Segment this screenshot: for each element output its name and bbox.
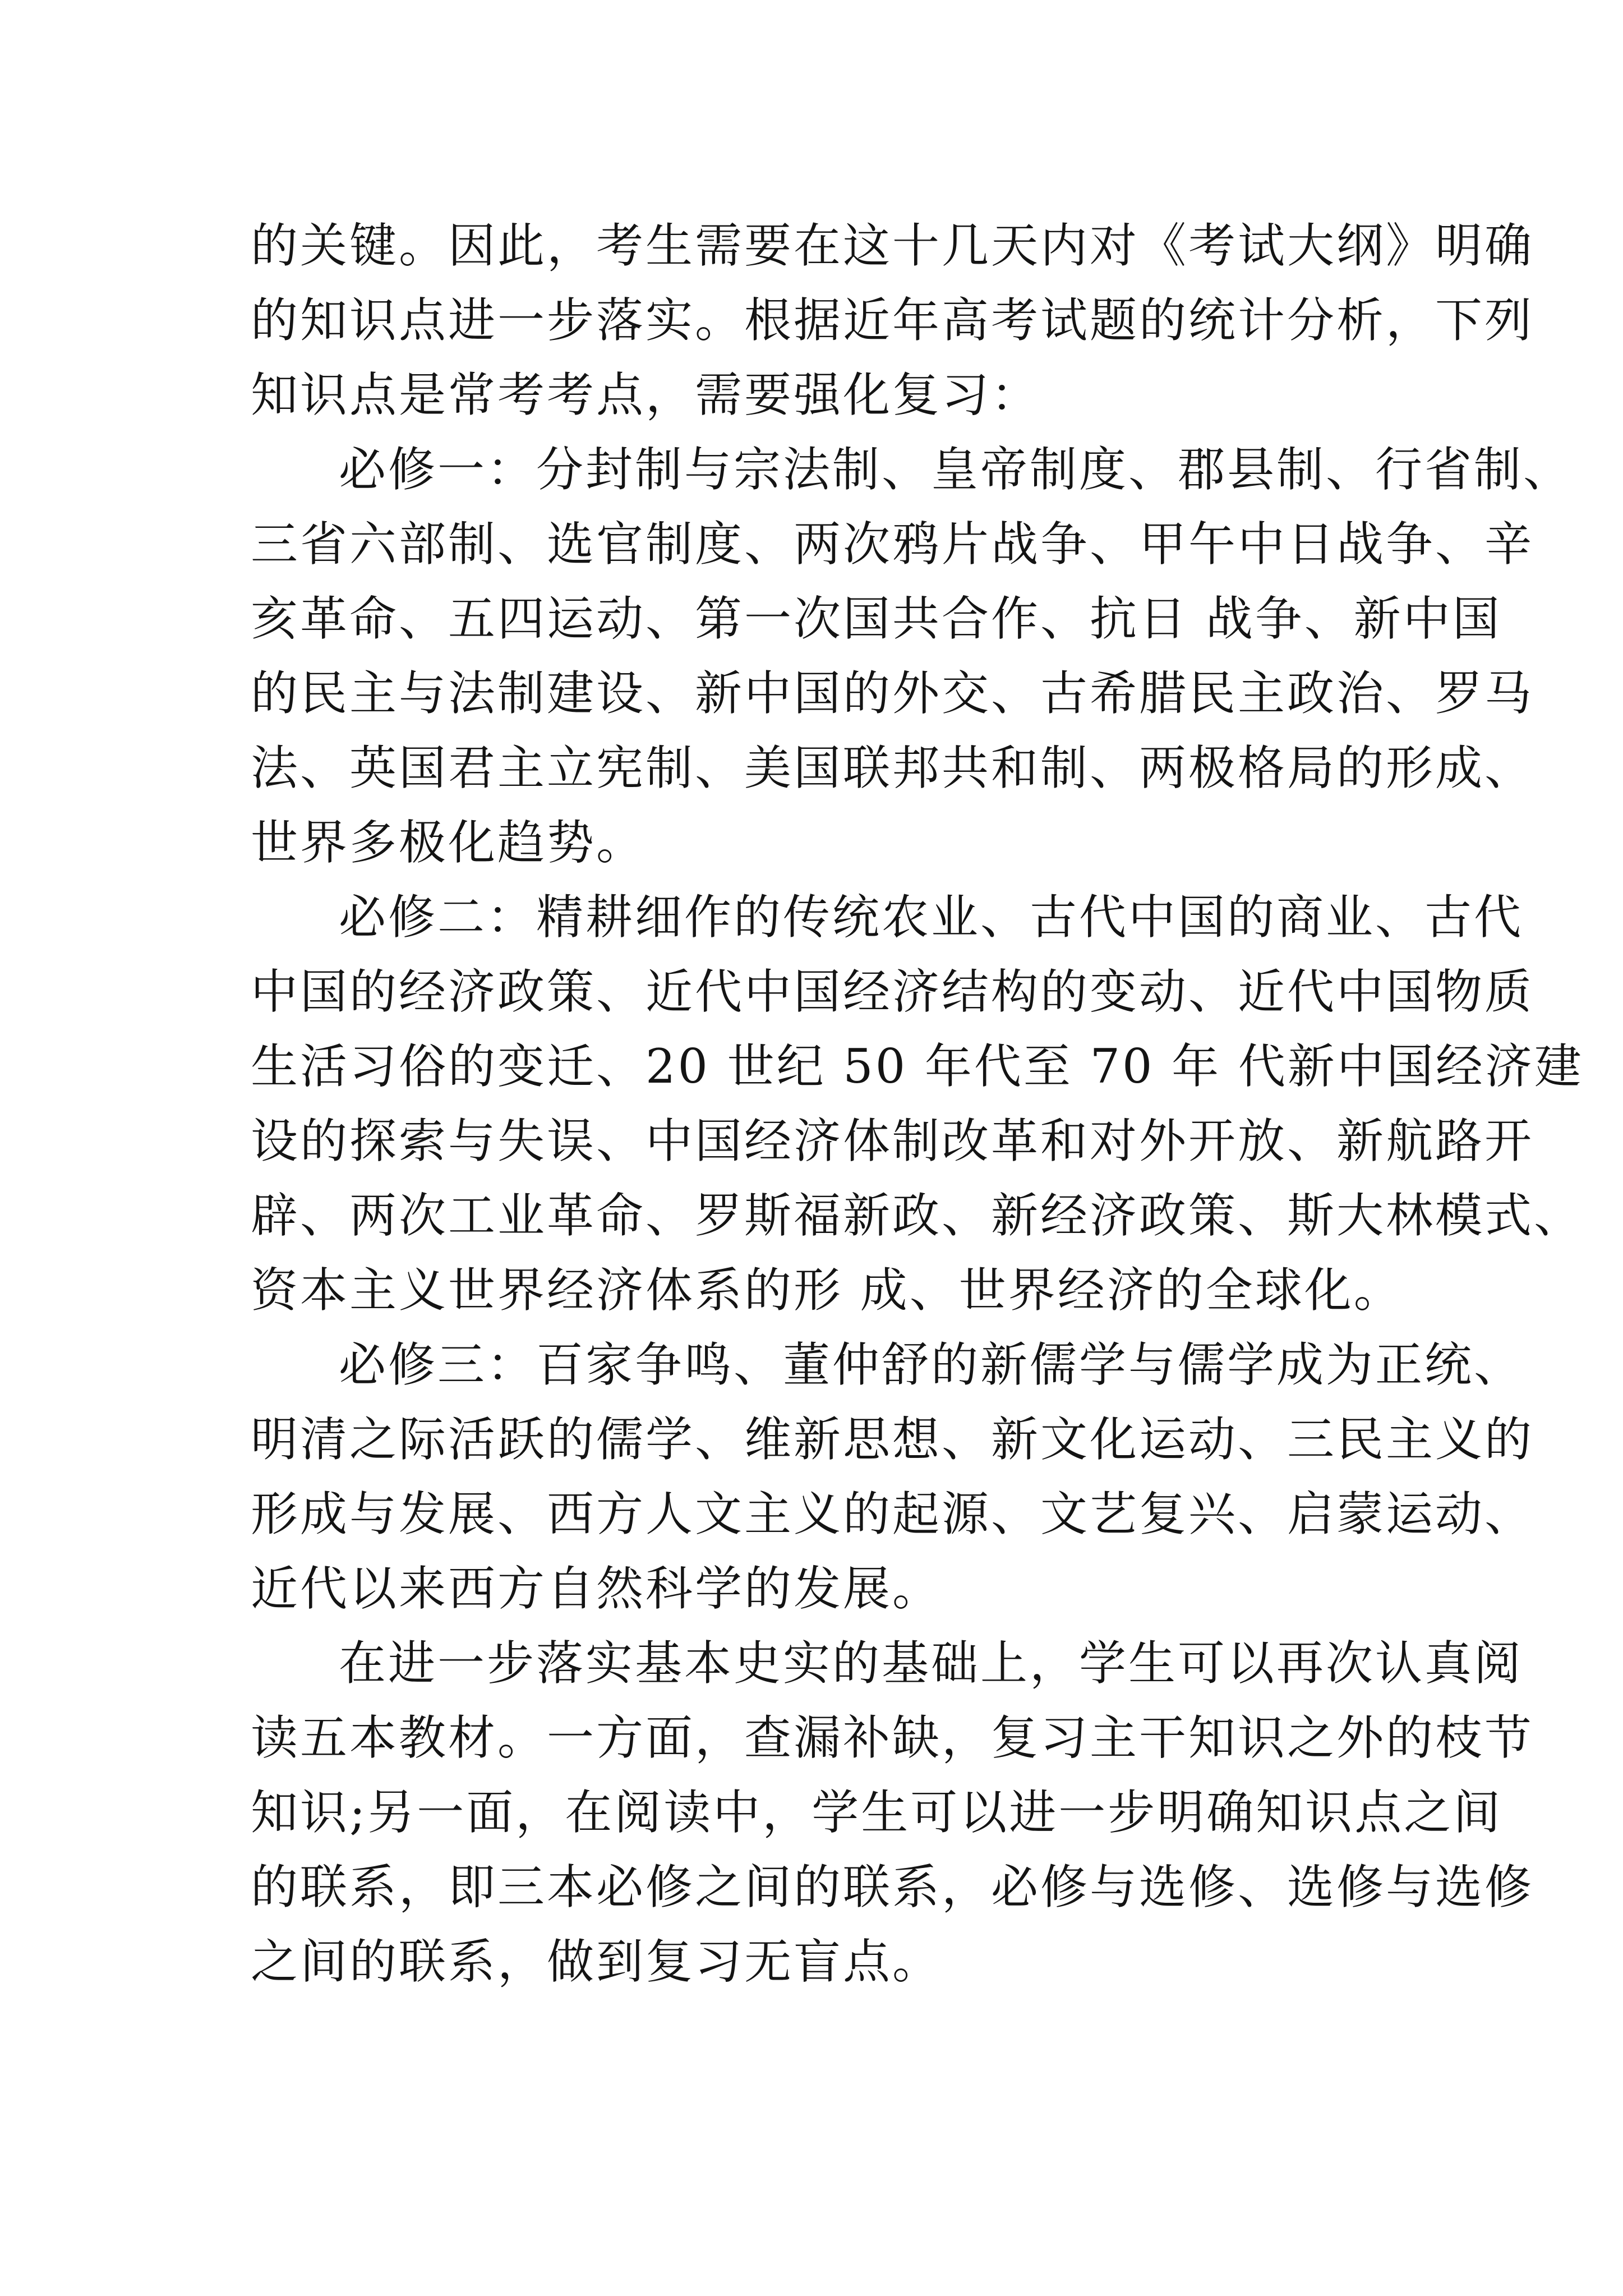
text-line: 知识;另一面，在阅读中，学生可以进一步明确知识点之间 (251, 1785, 1503, 1840)
text-line: 知识点是常考考点，需要强化复习： (251, 367, 1041, 422)
text-line: 资本主义世界经济体系的形 成、世界经济的全球化。 (251, 1263, 1403, 1318)
text-line: 的民主与法制建设、新中国的外交、古希腊民主政治、罗马 (251, 666, 1534, 721)
text-line: 近代以来西方自然科学的发展。 (251, 1561, 942, 1616)
text-line: 法、英国君主立宪制、美国联邦共和制、两极格局的形成、 (251, 740, 1534, 795)
text-line: 必修二：精耕细作的传统农业、古代中国的商业、古代 (339, 890, 1524, 945)
text-line: 必修一：分封制与宗法制、皇帝制度、郡县制、行省制、 (339, 442, 1573, 497)
text-line: 世界多极化趋势。 (251, 815, 646, 870)
text-line: 之间的联系，做到复习无盲点。 (251, 1934, 942, 1989)
text-line: 中国的经济政策、近代中国经济结构的变动、近代中国物质 (251, 964, 1534, 1019)
text-line: 的关键。因此，考生需要在这十几天内对《考试大纲》明确 (251, 218, 1534, 273)
paragraph-compulsory-3 (251, 1328, 1534, 1626)
text-line: 明清之际活跃的儒学、维新思想、新文化运动、三民主义的 (251, 1412, 1534, 1467)
text-line: 在进一步落实基本史实的基础上，学生可以再次认真阅 (339, 1636, 1524, 1691)
paragraph-compulsory-1 (251, 432, 1573, 880)
text-line: 读五本教材。一方面，查漏补缺，复习主干知识之外的枝节 (251, 1710, 1534, 1765)
paragraph-intro (251, 209, 1534, 432)
text-line: 的联系，即三本必修之间的联系，必修与选修、选修与选修 (251, 1860, 1534, 1915)
text-line: 亥革命、五四运动、第一次国共合作、抗日 战争、新中国 (251, 591, 1502, 646)
text-line: 辟、两次工业革命、罗斯福新政、新经济政策、斯大林模式、 (251, 1188, 1584, 1243)
text-line: 生活习俗的变迁、20 世纪 50 年代至 70 年 代新中国经济建 (251, 1039, 1584, 1094)
text-line: 必修三：百家争鸣、董仲舒的新儒学与儒学成为正统、 (339, 1337, 1524, 1392)
text-line: 三省六部制、选官制度、两次鸦片战争、甲午中日战争、辛 (251, 517, 1534, 572)
paragraph-compulsory-2 (251, 880, 1584, 1328)
document-body (251, 209, 1584, 1999)
text-line: 形成与发展、西方人文主义的起源、文艺复兴、启蒙运动、 (251, 1487, 1534, 1542)
paragraph-reading-advice (251, 1626, 1534, 1999)
text-line: 的知识点进一步落实。根据近年高考试题的统计分析，下列 (251, 293, 1534, 348)
text-line: 设的探索与失误、中国经济体制改革和对外开放、新航路开 (251, 1114, 1534, 1168)
